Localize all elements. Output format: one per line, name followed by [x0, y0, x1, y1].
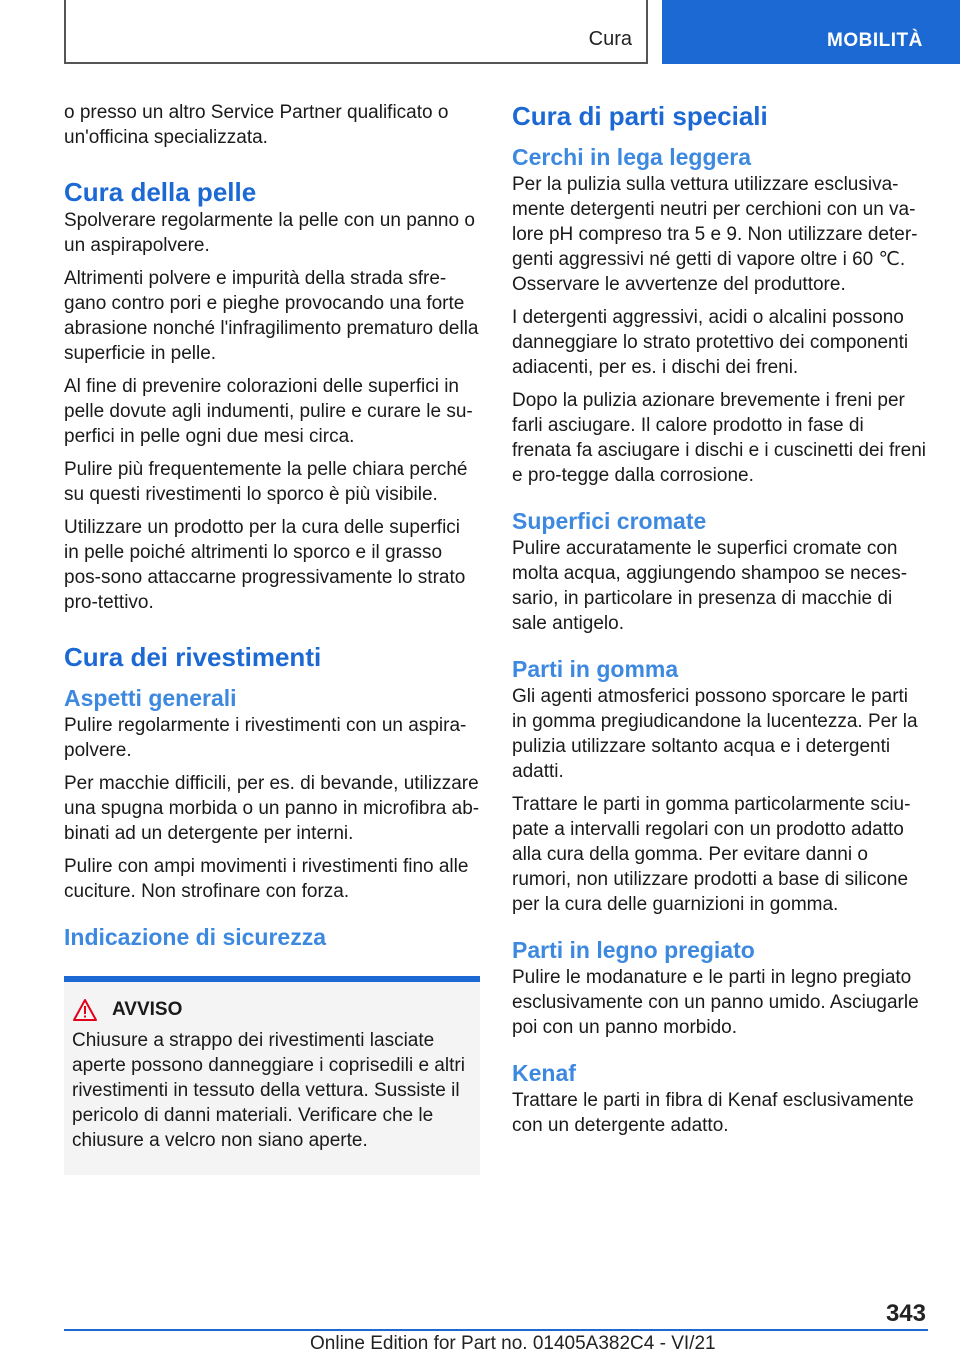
chrome-paragraph-1: Pulire accuratamente le superfici cromate con molta acqua, aggiungendo shampoo se neces-sario, in particolare in presenza di macchie di sale antigelo.: [512, 538, 908, 634]
warning-header: [72, 998, 472, 1022]
warning-triangle-icon: [72, 998, 98, 1022]
leather-paragraph-1: Spolverare regolarmente la pelle con un panno o un aspirapolvere.: [64, 210, 475, 256]
upholstery-paragraph-1: Pulire regolarmente i rivestimenti con un aspira-polvere.: [64, 715, 467, 761]
heading-kenaf: Kenaf: [512, 1060, 576, 1086]
leather-paragraph-3: Al fine di prevenire colorazioni delle superfici in pelle dovute agli indumenti, pulire e curare le su-perfici in pelle ogni due mesi circa.: [64, 376, 473, 447]
intro-paragraph: o presso un altro Service Partner qualificato o un'officina specializzata.: [64, 102, 449, 148]
rims-paragraph-1: Per la pulizia sulla vettura utilizzare esclusiva-mente detergenti neutri per cerchioni con un va-lore pH compreso tra 5 e 9. Non utilizzare deter-genti aggressivi né getti di vapore oltre i 60 ℃. Osservare le avvertenze del produttore.: [512, 174, 918, 295]
header-chapter-tab: [662, 0, 960, 64]
heading-general-aspects: Aspetti generali: [64, 685, 237, 711]
heading-fine-wood-parts: Parti in legno pregiato: [512, 937, 755, 963]
header-chapter-title: MOBILITÀ: [827, 30, 923, 51]
warning-box: [64, 976, 480, 1175]
heading-alloy-rims: Cerchi in lega leggera: [512, 144, 752, 170]
warning-label: AVVISO: [112, 999, 183, 1020]
heading-chrome-surfaces: Superfici cromate: [512, 508, 707, 534]
rubber-paragraph-1: Gli agenti atmosferici possono sporcare le parti in gomma pregiudicandone la lucentezza. Per la pulizia utilizzare soltanto acqua e i detergenti adatti.: [512, 686, 918, 782]
leather-paragraph-2: Altrimenti polvere e impurità della strada sfre-gano contro pori e pieghe provocando una forte abrasione nonché l'infragilimento prematuro della superficie in pelle.: [64, 268, 479, 364]
header-section-box: [64, 0, 648, 64]
rims-paragraph-2: I detergenti aggressivi, acidi o alcalini possono danneggiare lo strato protettivo dei componenti adiacenti, per es. i dischi dei freni.: [512, 307, 909, 378]
leather-paragraph-4: Pulire più frequentemente la pelle chiara perché su questi rivestimenti lo sporco è più visibile.: [64, 459, 468, 505]
right-column: [512, 100, 928, 1146]
warning-text: Chiusure a strappo dei rivestimenti lasciate aperte possono danneggiare i coprisedili e altri rivestimenti in tessuto della vettura. Sussiste il pericolo di danni materiali. Verificare che le chiusure a velcro non siano aperte.: [72, 1030, 465, 1151]
rims-paragraph-3: Dopo la pulizia azionare brevemente i freni per farli asciugare. Il calore prodotto in fase di frenata fa asciugare i dischi e i cuscinetti dei freni e pro-tegge dalla corrosione.: [512, 390, 926, 486]
heading-upholstery-care: Cura dei rivestimenti: [64, 642, 322, 672]
heading-rubber-parts: Parti in gomma: [512, 656, 679, 682]
left-column: [64, 100, 480, 1175]
footer-edition-text: Online Edition for Part no. 01405A382C4 - VI/21: [310, 1333, 716, 1354]
heading-special-parts-care: Cura di parti speciali: [512, 101, 768, 131]
leather-paragraph-5: Utilizzare un prodotto per la cura delle superfici in pelle poiché altrimenti lo sporco e il grasso pos-sono attaccarne progressivamente lo strato pro-tettivo.: [64, 517, 466, 613]
rubber-paragraph-2: Trattare le parti in gomma particolarmente sciu-pate a intervalli regolari con un prodotto adatto alla cura della gomma. Per evitare danni o rumori, non utilizzare prodotti a base di silicone per la cura delle guarnizioni in gomma.: [512, 794, 911, 915]
kenaf-paragraph-1: Trattare le parti in fibra di Kenaf esclusivamente con un detergente adatto.: [512, 1090, 914, 1136]
header-section-title: Cura: [588, 28, 632, 50]
heading-leather-care: Cura della pelle: [64, 177, 257, 207]
upholstery-paragraph-3: Pulire con ampi movimenti i rivestimenti fino alle cuciture. Non strofinare con forza.: [64, 856, 469, 902]
page-number: 343: [885, 1300, 926, 1327]
upholstery-paragraph-2: Per macchie difficili, per es. di bevande, utilizzare una spugna morbida o un panno in microfibra ab-binati ad un detergente per interni.: [64, 773, 480, 844]
footer-divider: [64, 1329, 928, 1331]
wood-paragraph-1: Pulire le modanature e le parti in legno pregiato esclusivamente con un panno umido. Asciugarle poi con un panno morbido.: [512, 967, 919, 1038]
heading-safety-note: Indicazione di sicurezza: [64, 924, 327, 950]
